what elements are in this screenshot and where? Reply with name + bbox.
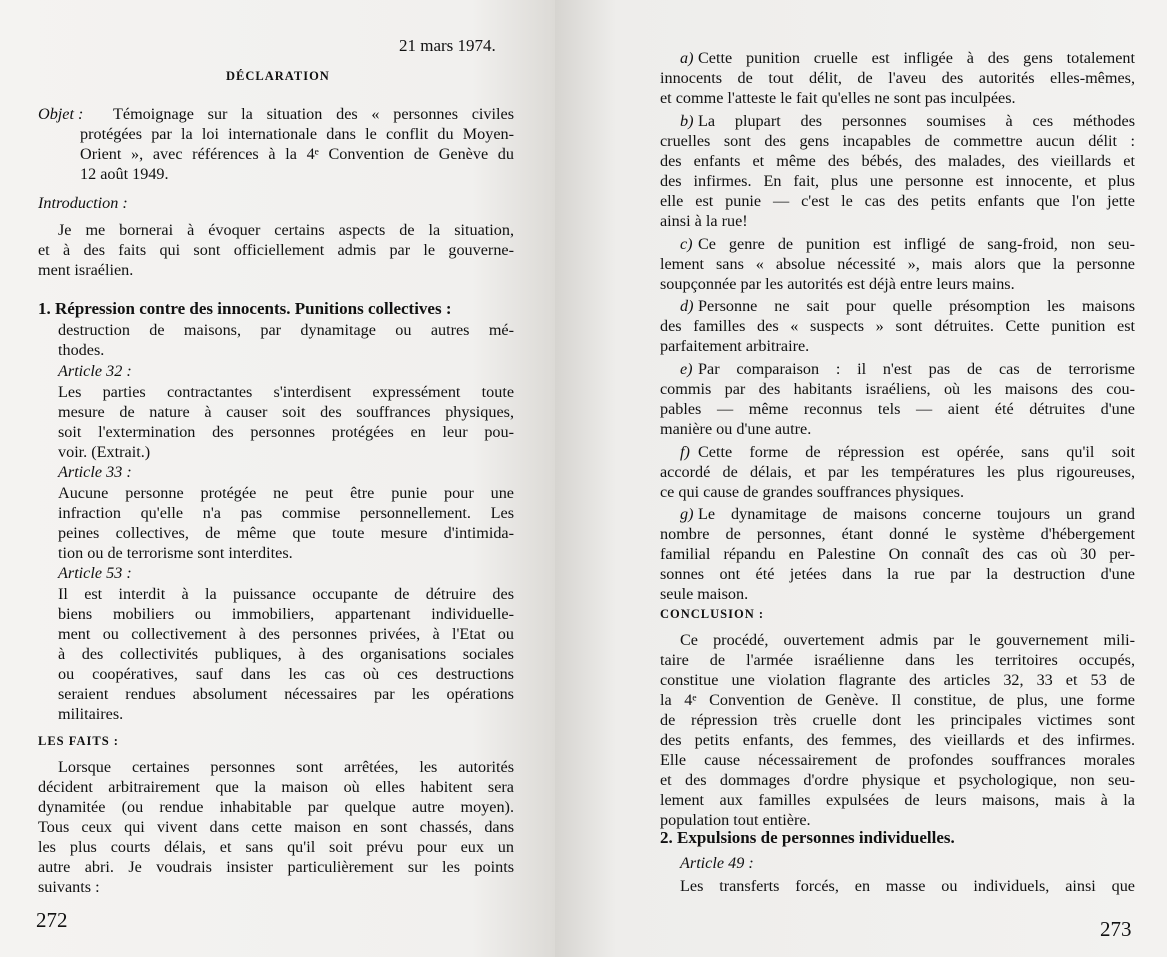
article-32-label: Article 32 : [58, 362, 132, 380]
item-a-label: a) [680, 49, 694, 67]
article-49-label: Article 49 : [680, 854, 754, 872]
objet-line: Témoignage sur la situation des « personnes civiles [113, 105, 514, 123]
item-a-line: Cette punition cruelle est infligée à des gens totalement [698, 49, 1135, 67]
item-c-line: Ce genre de punition est infligé de sang-froid, non seu- [698, 235, 1135, 253]
declaration-heading: DÉCLARATION [226, 69, 330, 83]
item-g-line: seule maison. [660, 585, 749, 603]
section-2-title: 2. Expulsions de personnes individuelles. [660, 828, 955, 847]
faits-line: Lorsque certaines personnes sont arrêtées, les autorités [58, 758, 514, 776]
section-1-line: destruction de maisons, par dynamitage ou autres mé- [58, 321, 514, 339]
item-f-line: ce qui cause de grandes souffrances physiques. [660, 483, 965, 501]
item-b-label: b) [680, 112, 694, 130]
item-a-line: innocents de tout délit, de l'aveu des autorités elles-mêmes, [660, 69, 1135, 87]
article-53-line: biens mobiliers ou immobiliers, appartenant individuelle- [58, 605, 514, 623]
article-33-line: tion ou de terrorisme sont interdites. [58, 544, 293, 562]
introduction-label: Introduction : [38, 194, 128, 212]
faits-line: décident arbitrairement que la maison où elles habitent sera [38, 778, 514, 796]
conclusion-line: Ce procédé, ouvertement admis par le gouvernement mili- [680, 631, 1135, 649]
article-53-line: militaires. [58, 705, 124, 723]
objet-line: 12 août 1949. [80, 165, 169, 183]
conclusion-line: et des dommages d'ordre physique et psychologique, non seu- [660, 771, 1135, 789]
item-c-line: lement sans « absolue nécessité », mais alors que la personne [660, 255, 1135, 273]
right-page [555, 0, 1167, 957]
item-g-line: sonnes ont été jetées dans la rue par la destruction d'une [660, 565, 1135, 583]
item-c-line: soupçonnée par les autorités est déjà entre leurs mains. [660, 275, 1015, 293]
article-49-line: Les transferts forcés, en masse ou individuels, ainsi que [680, 877, 1135, 895]
article-33-line: peines collectives, de même que toute mesure d'intimida- [58, 524, 514, 542]
objet-line: Orient », avec références à la 4ᵉ Convention de Genève du [80, 145, 514, 163]
item-b-line: des enfants et même des bébés, des malades, des vieillards et [660, 152, 1135, 170]
article-53-line: seraient rendues absolument nécessaires par les opérations [58, 685, 514, 703]
article-32-line: voir. (Extrait.) [58, 443, 151, 461]
article-53-label: Article 53 : [58, 564, 132, 582]
objet-label: Objet : [38, 105, 84, 123]
item-e-line: Par comparaison : il n'est pas de cas de terrorisme [698, 360, 1135, 378]
intro-line: ment israélien. [38, 261, 134, 279]
conclusion-line: population tout entière. [660, 811, 811, 829]
item-f-label: f) [680, 443, 690, 461]
item-g-label: g) [680, 505, 694, 523]
article-32-line: soit l'extermination des personnes protégées en leur pou- [58, 423, 514, 441]
les-faits-label: LES FAITS : [38, 734, 119, 748]
page-number-left: 272 [36, 908, 68, 932]
item-b-line: elle est punie — c'est le cas des petits enfants que l'on jette [660, 192, 1135, 210]
conclusion-line: taire de l'armée israélienne dans les territoires occupés, [660, 651, 1135, 669]
conclusion-line: constitue une violation flagrante des articles 32, 33 et 53 de [660, 671, 1135, 689]
conclusion-line: la 4ᵉ Convention de Genève. Il constitue, de plus, une forme [660, 691, 1135, 709]
left-page [0, 0, 555, 957]
conclusion-line: de répression très cruelle dont les principales victimes sont [660, 711, 1135, 729]
item-g-line: nombre de personnes, étant donné le système d'hébergement [660, 525, 1135, 543]
article-33-line: Aucune personne protégée ne peut être punie pour une [58, 484, 514, 502]
item-d-line: des familles des « suspects » sont détruites. Cette punition est [660, 317, 1135, 335]
conclusion-line: lement aux familles expulsées de leurs maisons, mais à la [660, 791, 1135, 809]
item-d-line: Personne ne sait pour quelle présomption les maisons [698, 297, 1135, 315]
item-e-line: commis par des habitants israéliens, où les maisons des cou- [660, 380, 1135, 398]
conclusion-label: CONCLUSION : [660, 607, 765, 621]
section-1-title: 1. Répression contre des innocents. Punitions collectives : [38, 299, 452, 318]
section-1-line: thodes. [58, 341, 105, 359]
item-c-label: c) [680, 235, 693, 253]
item-g-line: Le dynamitage de maisons concerne toujours un grand [698, 505, 1135, 523]
article-33-line: infraction qu'elle n'a pas commise personnellement. Les [58, 504, 514, 522]
article-53-line: à des collectivités publiques, à des organisations sociales [58, 645, 514, 663]
item-b-line: des infirmes. En fait, plus une personne est innocente, et plus [660, 172, 1135, 190]
faits-line: les plus courts délais, et sans qu'il soit prévu pour eux un [38, 838, 514, 856]
faits-line: Tous ceux qui vivent dans cette maison en sont chassés, dans [38, 818, 514, 836]
item-e-label: e) [680, 360, 693, 378]
article-32-line: Les parties contractantes s'interdisent expressément toute [58, 383, 514, 401]
date: 21 mars 1974. [399, 36, 496, 55]
faits-line: autre abri. Je voudrais insister particulièrement sur les points [38, 858, 514, 876]
article-53-line: ment ou collectivement à des personnes privées, à l'Etat ou [58, 625, 514, 643]
article-32-line: mesure de nature à causer soit des souffrances physiques, [58, 403, 514, 421]
article-53-line: ou coopératives, sauf dans les cas où ces destructions [58, 665, 514, 683]
conclusion-line: Elle cause nécessairement de profondes souffrances morales [660, 751, 1135, 769]
faits-line: dynamitée (ou rendue inhabitable par quelque autre moyen). [38, 798, 514, 816]
item-d-line: parfaitement arbitraire. [660, 337, 810, 355]
objet-line: protégées par la loi internationale dans le conflit du Moyen- [80, 125, 514, 143]
item-e-line: manière ou d'une autre. [660, 420, 812, 438]
intro-line: Je me bornerai à évoquer certains aspects de la situation, [58, 221, 514, 239]
faits-line: suivants : [38, 878, 100, 896]
page-number-right: 273 [1100, 917, 1132, 941]
conclusion-line: des petits enfants, des femmes, des vieillards et des infirmes. [660, 731, 1135, 749]
article-33-label: Article 33 : [58, 463, 132, 481]
item-d-label: d) [680, 297, 694, 315]
item-a-line: et comme l'atteste le fait qu'elles ne sont pas inculpées. [660, 89, 1016, 107]
item-b-line: ainsi à la rue! [660, 212, 748, 230]
item-f-line: accordé de délais, et par les températures les plus rigoureuses, [660, 463, 1135, 481]
item-g-line: familial répandu en Palestine On connaît des cas où 30 per- [660, 545, 1135, 563]
item-e-line: pables — même reconnus tels — aient été détruites d'une [660, 400, 1135, 418]
intro-line: et à des faits qui sont officiellement admis par le gouverne- [38, 241, 514, 259]
item-f-line: Cette forme de répression est opérée, sans qu'il soit [698, 443, 1135, 461]
item-b-line: cruelles sont des gens incapables de commettre aucun délit : [660, 132, 1135, 150]
item-b-line: La plupart des personnes soumises à ces méthodes [698, 112, 1135, 130]
article-53-line: Il est interdit à la puissance occupante de détruire des [58, 585, 514, 603]
